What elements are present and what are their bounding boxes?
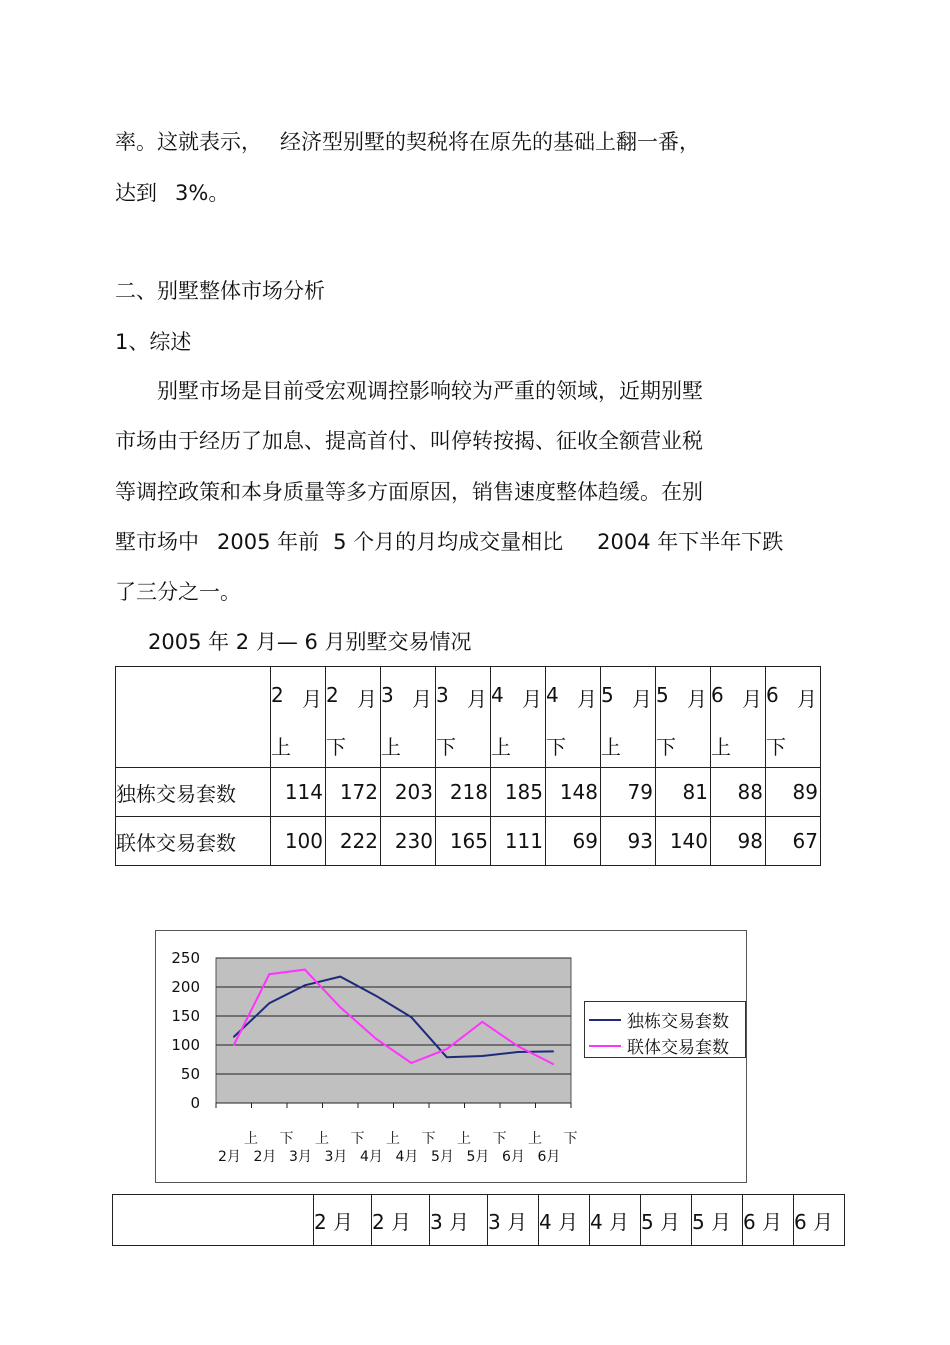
data-point bbox=[481, 1021, 483, 1023]
text-segment: 墅市场中 bbox=[115, 530, 199, 554]
legend-swatch bbox=[589, 1019, 621, 1021]
legend-item bbox=[589, 1007, 729, 1032]
x-tick-label-half: 下 bbox=[421, 1131, 436, 1147]
column-header bbox=[436, 667, 491, 768]
data-point bbox=[481, 1055, 483, 1057]
body-line-3: 等调控政策和本身质量等多方面原因，销售速度整体趋缓。在别 bbox=[115, 480, 703, 504]
column-header: 6 月 bbox=[794, 1195, 845, 1246]
continuation-table bbox=[112, 1194, 845, 1246]
text-segment: 达到 bbox=[115, 181, 157, 205]
x-tick-label-half: 上 bbox=[244, 1131, 258, 1147]
month-char: 月 bbox=[577, 687, 597, 711]
data-point bbox=[339, 1007, 341, 1009]
paragraph-line-1 bbox=[115, 132, 700, 153]
data-point bbox=[517, 1045, 519, 1047]
half-label: 上 bbox=[491, 735, 511, 759]
x-tick-label-half: 上 bbox=[315, 1131, 329, 1147]
table-cell: 165 bbox=[436, 817, 491, 866]
month-number: 4 bbox=[546, 683, 559, 707]
text-segment: 2005 年前 bbox=[217, 530, 320, 554]
data-point bbox=[339, 976, 341, 978]
legend-label: 独栋交易套数 bbox=[627, 1012, 729, 1032]
data-point bbox=[233, 1044, 235, 1046]
y-tick-label: 200 bbox=[171, 978, 200, 996]
body-line-1: 别墅市场是目前受宏观调控影响较为严重的领域，近期别墅 bbox=[157, 379, 703, 403]
table-cell: 89 bbox=[766, 768, 821, 817]
column-header bbox=[601, 667, 656, 768]
table-row bbox=[116, 768, 821, 817]
legend-item bbox=[589, 1033, 729, 1058]
data-point bbox=[268, 973, 270, 975]
x-tick-label-half: 下 bbox=[492, 1131, 507, 1147]
column-header bbox=[271, 667, 326, 768]
month-char: 月 bbox=[632, 687, 652, 711]
data-point bbox=[552, 1051, 554, 1053]
table-cell: 172 bbox=[326, 768, 381, 817]
column-header: 5 月 bbox=[692, 1195, 743, 1246]
column-header bbox=[326, 667, 381, 768]
paragraph-line-2 bbox=[115, 183, 229, 204]
month-char: 月 bbox=[797, 687, 817, 711]
x-tick-label-month: 2月 bbox=[253, 1149, 277, 1165]
column-header: 5 月 bbox=[641, 1195, 692, 1246]
legend-swatch bbox=[589, 1045, 621, 1047]
half-label: 下 bbox=[546, 735, 566, 759]
text-segment: 率。这就表示， bbox=[115, 130, 262, 154]
y-tick-label: 100 bbox=[171, 1036, 200, 1054]
x-tick-label-half: 下 bbox=[279, 1131, 294, 1147]
table-cell: 114 bbox=[271, 768, 326, 817]
x-tick-label-half: 上 bbox=[386, 1131, 400, 1147]
column-header bbox=[546, 667, 601, 768]
half-label: 上 bbox=[381, 735, 401, 759]
x-tick-label-half: 下 bbox=[563, 1131, 578, 1147]
x-tick-label-half: 上 bbox=[528, 1131, 542, 1147]
data-point bbox=[517, 1051, 519, 1053]
table-cell: 98 bbox=[711, 817, 766, 866]
table-cell: 111 bbox=[491, 817, 546, 866]
table-cell: 88 bbox=[711, 768, 766, 817]
column-header: 3 月 bbox=[488, 1195, 539, 1246]
table-cell: 100 bbox=[271, 817, 326, 866]
data-point bbox=[375, 995, 377, 997]
x-tick-label-month: 4月 bbox=[395, 1149, 419, 1165]
column-header: 2 月 bbox=[314, 1195, 372, 1246]
data-point bbox=[552, 1063, 554, 1065]
table-corner-cell bbox=[113, 1195, 314, 1246]
table-cell: 81 bbox=[656, 768, 711, 817]
x-tick-label-month: 5月 bbox=[466, 1149, 490, 1165]
month-number: 5 bbox=[601, 683, 614, 707]
text-segment: 3%。 bbox=[175, 181, 230, 205]
month-char: 月 bbox=[467, 687, 487, 711]
column-header bbox=[381, 667, 436, 768]
month-number: 6 bbox=[711, 683, 724, 707]
column-header bbox=[491, 667, 546, 768]
table-title: 2005 年 2 月— 6 月别墅交易情况 bbox=[148, 630, 472, 654]
x-tick-label-month: 6月 bbox=[537, 1149, 561, 1165]
text-segment: 经济型别墅的契税将在原先的基础上翻一番， bbox=[280, 130, 700, 154]
data-point bbox=[410, 1016, 412, 1018]
month-number: 4 bbox=[491, 683, 504, 707]
half-label: 下 bbox=[436, 735, 456, 759]
transaction-table bbox=[115, 666, 821, 866]
body-line-5: 了三分之一。 bbox=[115, 580, 241, 604]
table-header-row bbox=[113, 1195, 845, 1246]
half-label: 上 bbox=[271, 735, 291, 759]
row-label: 独栋交易套数 bbox=[116, 768, 271, 817]
month-number: 5 bbox=[656, 683, 669, 707]
table-cell: 218 bbox=[436, 768, 491, 817]
month-number: 2 bbox=[271, 683, 284, 707]
column-header bbox=[766, 667, 821, 768]
column-header: 3 月 bbox=[430, 1195, 488, 1246]
y-tick-label: 50 bbox=[180, 1065, 200, 1083]
data-point bbox=[268, 1002, 270, 1004]
table-cell: 222 bbox=[326, 817, 381, 866]
table-cell: 230 bbox=[381, 817, 436, 866]
y-tick-label: 250 bbox=[171, 949, 200, 967]
x-tick-label-month: 5月 bbox=[431, 1149, 454, 1165]
month-char: 月 bbox=[357, 687, 377, 711]
x-tick-label-month: 6月 bbox=[502, 1149, 525, 1165]
month-number: 6 bbox=[766, 683, 779, 707]
month-number: 2 bbox=[326, 683, 339, 707]
data-point bbox=[304, 969, 306, 971]
line-chart bbox=[155, 930, 747, 1183]
month-char: 月 bbox=[522, 687, 542, 711]
table-cell: 185 bbox=[491, 768, 546, 817]
data-point bbox=[375, 1038, 377, 1040]
data-point bbox=[410, 1062, 412, 1064]
column-header bbox=[656, 667, 711, 768]
month-char: 月 bbox=[742, 687, 762, 711]
half-label: 下 bbox=[766, 735, 786, 759]
subheading: 1、综述 bbox=[115, 330, 192, 354]
month-char: 月 bbox=[302, 687, 322, 711]
data-point bbox=[233, 1036, 235, 1038]
table-cell: 69 bbox=[546, 817, 601, 866]
month-number: 3 bbox=[381, 683, 394, 707]
x-tick-label-half: 上 bbox=[457, 1131, 471, 1147]
month-char: 月 bbox=[687, 687, 707, 711]
table-cell: 67 bbox=[766, 817, 821, 866]
table-cell: 93 bbox=[601, 817, 656, 866]
column-header: 2 月 bbox=[372, 1195, 430, 1246]
table-row bbox=[116, 817, 821, 866]
half-label: 上 bbox=[601, 735, 621, 759]
table-cell: 79 bbox=[601, 768, 656, 817]
chart-legend bbox=[584, 1001, 746, 1058]
x-tick-label-month: 3月 bbox=[324, 1149, 348, 1165]
table-cell: 140 bbox=[656, 817, 711, 866]
data-point bbox=[446, 1056, 448, 1058]
y-tick-label: 0 bbox=[190, 1094, 200, 1112]
y-tick-label: 150 bbox=[171, 1007, 200, 1025]
section-heading: 二、别墅整体市场分析 bbox=[115, 279, 325, 303]
data-point bbox=[446, 1048, 448, 1050]
row-label: 联体交易套数 bbox=[116, 817, 271, 866]
table-header-row bbox=[116, 667, 821, 768]
half-label: 上 bbox=[711, 735, 731, 759]
body-line-4 bbox=[115, 532, 783, 553]
column-header: 4 月 bbox=[539, 1195, 590, 1246]
column-header: 6 月 bbox=[743, 1195, 794, 1246]
x-tick-label-month: 2月 bbox=[218, 1149, 241, 1165]
table-cell: 203 bbox=[381, 768, 436, 817]
legend-label: 联体交易套数 bbox=[627, 1038, 729, 1058]
month-char: 月 bbox=[412, 687, 432, 711]
data-point bbox=[304, 984, 306, 986]
body-line-2: 市场由于经历了加息、提高首付、叫停转按揭、征收全额营业税 bbox=[115, 429, 703, 453]
half-label: 下 bbox=[656, 735, 676, 759]
table-corner-cell bbox=[116, 667, 271, 768]
x-tick-label-half: 下 bbox=[350, 1131, 365, 1147]
x-tick-label-month: 3月 bbox=[289, 1149, 312, 1165]
x-tick-label-month: 4月 bbox=[360, 1149, 383, 1165]
text-segment: 2004 年下半年下跌 bbox=[597, 530, 784, 554]
plot-area bbox=[216, 958, 571, 1103]
month-number: 3 bbox=[436, 683, 449, 707]
text-segment: 5 个月的月均成交量相比 bbox=[333, 530, 564, 554]
table-cell: 148 bbox=[546, 768, 601, 817]
column-header bbox=[711, 667, 766, 768]
half-label: 下 bbox=[326, 735, 346, 759]
column-header: 4 月 bbox=[590, 1195, 641, 1246]
